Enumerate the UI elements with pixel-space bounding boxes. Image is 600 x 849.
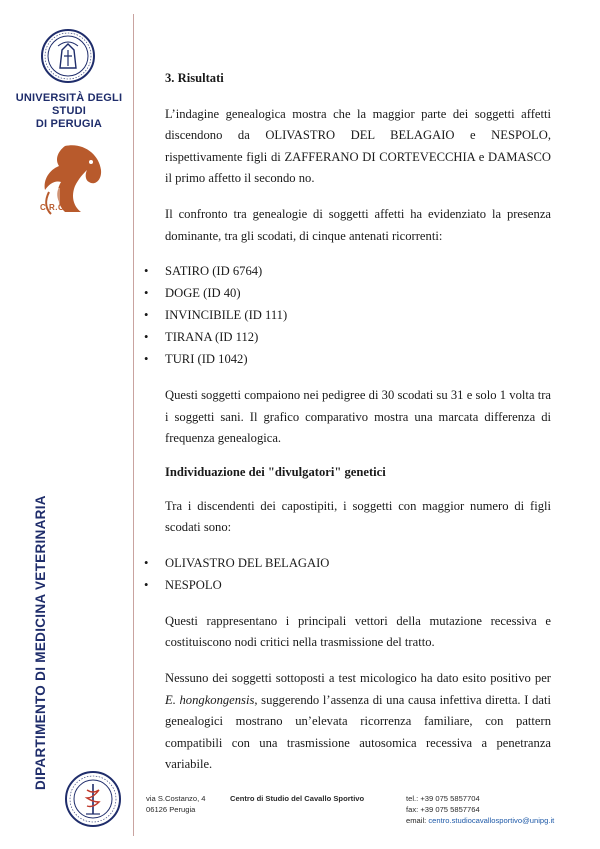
paragraph-genealogy: L’indagine genealogica mostra che la maggior parte dei soggetti affetti discendono da OLIVASTRO DEL BELAGAIO e NESPOLO, rispettivamente figli di ZAFFERANO DI CORTEVECCHIA e DAMASCO il primo affetto il secondo no. [165,106,551,186]
address-line2: 06126 Perugia [146,805,196,814]
subheading-spreaders: Individuazione dei "divulgatori" genetici [165,464,386,479]
list-item: • TIRANA (ID 112) [165,327,551,349]
university-name [14,92,124,131]
list-item: • DOGE (ID 40) [165,283,551,305]
address-line1: via S.Costanzo, 4 [146,794,206,803]
paragraph-pedigree-frequency: Questi soggetti compaiono nei pedigree di 30 scodati su 31 e solo 1 volta tra i soggetti sani. Il grafico comparativo mostra una marcata differenza di frequenza genealogica. [165,388,551,446]
footer-contacts [406,793,554,826]
footer-tel: tel.: +39 075 5857704 [406,794,480,803]
list-item: • NESPOLO [165,575,551,597]
section-title: 3. Risultati [165,71,224,85]
university-seal-logo [40,28,96,84]
list-item: • OLIVASTRO DEL BELAGAIO [165,553,551,575]
sidebar [0,0,133,849]
species-name: E. hongkongensis [165,692,255,707]
list-item: • SATIRO (ID 6764) [165,261,551,283]
mycology-text-start: Nessuno dei soggetti sottoposti a test micologico ha dato esito positivo per [165,670,551,685]
crcs-horse-logo [35,140,110,230]
paragraph-descendants: Tra i discendenti dei capostipiti, i soggetti con maggior numero di figli scodati sono: [165,498,551,535]
footer-address [146,793,206,815]
list-item: • INVINCIBILE (ID 111) [165,305,551,327]
university-name-line1: UNIVERSITÀ DEGLI STUDI [15,92,123,117]
sidebar-divider [133,14,134,836]
ancestors-list [165,261,551,371]
crcs-label: C.R.C.S [40,203,73,212]
paragraph-mycology [165,668,551,776]
veterinary-seal-logo [64,770,122,828]
mycology-text-end: , suggerendo l’assenza di una causa infettiva diretta. I dati genealogici mostrano un’elevata ricorrenza familiare, con pattern compatibili con una trasmissione autosomica recessiva a penetranza variabile. [165,692,551,772]
paragraph-comparison: Il confronto tra genealogie di soggetti affetti ha evidenziato la presenza dominante, tra gli scodati, di cinque antenati ricorrenti: [165,206,551,243]
main-content [165,68,551,776]
university-name-line2: DI PERUGIA [35,118,103,130]
footer-fax: fax: +39 075 5857764 [406,805,480,814]
list-item: • TURI (ID 1042) [165,349,551,371]
email-link[interactable]: centro.studiocavallosportivo@unipg.it [428,816,555,825]
email-label: email: [406,816,429,825]
spreaders-list [165,553,551,597]
department-name: DIPARTIMENTO DI MEDICINA VETERINARIA [33,495,48,790]
footer-email-row [406,815,554,826]
footer-center-name: Centro di Studio del Cavallo Sportivo [230,794,365,803]
paragraph-vectors: Questi rappresentano i principali vettori della mutazione recessiva e costituiscono nodi critici nella trasmissione del tratto. [165,613,551,650]
page-footer [146,793,586,833]
